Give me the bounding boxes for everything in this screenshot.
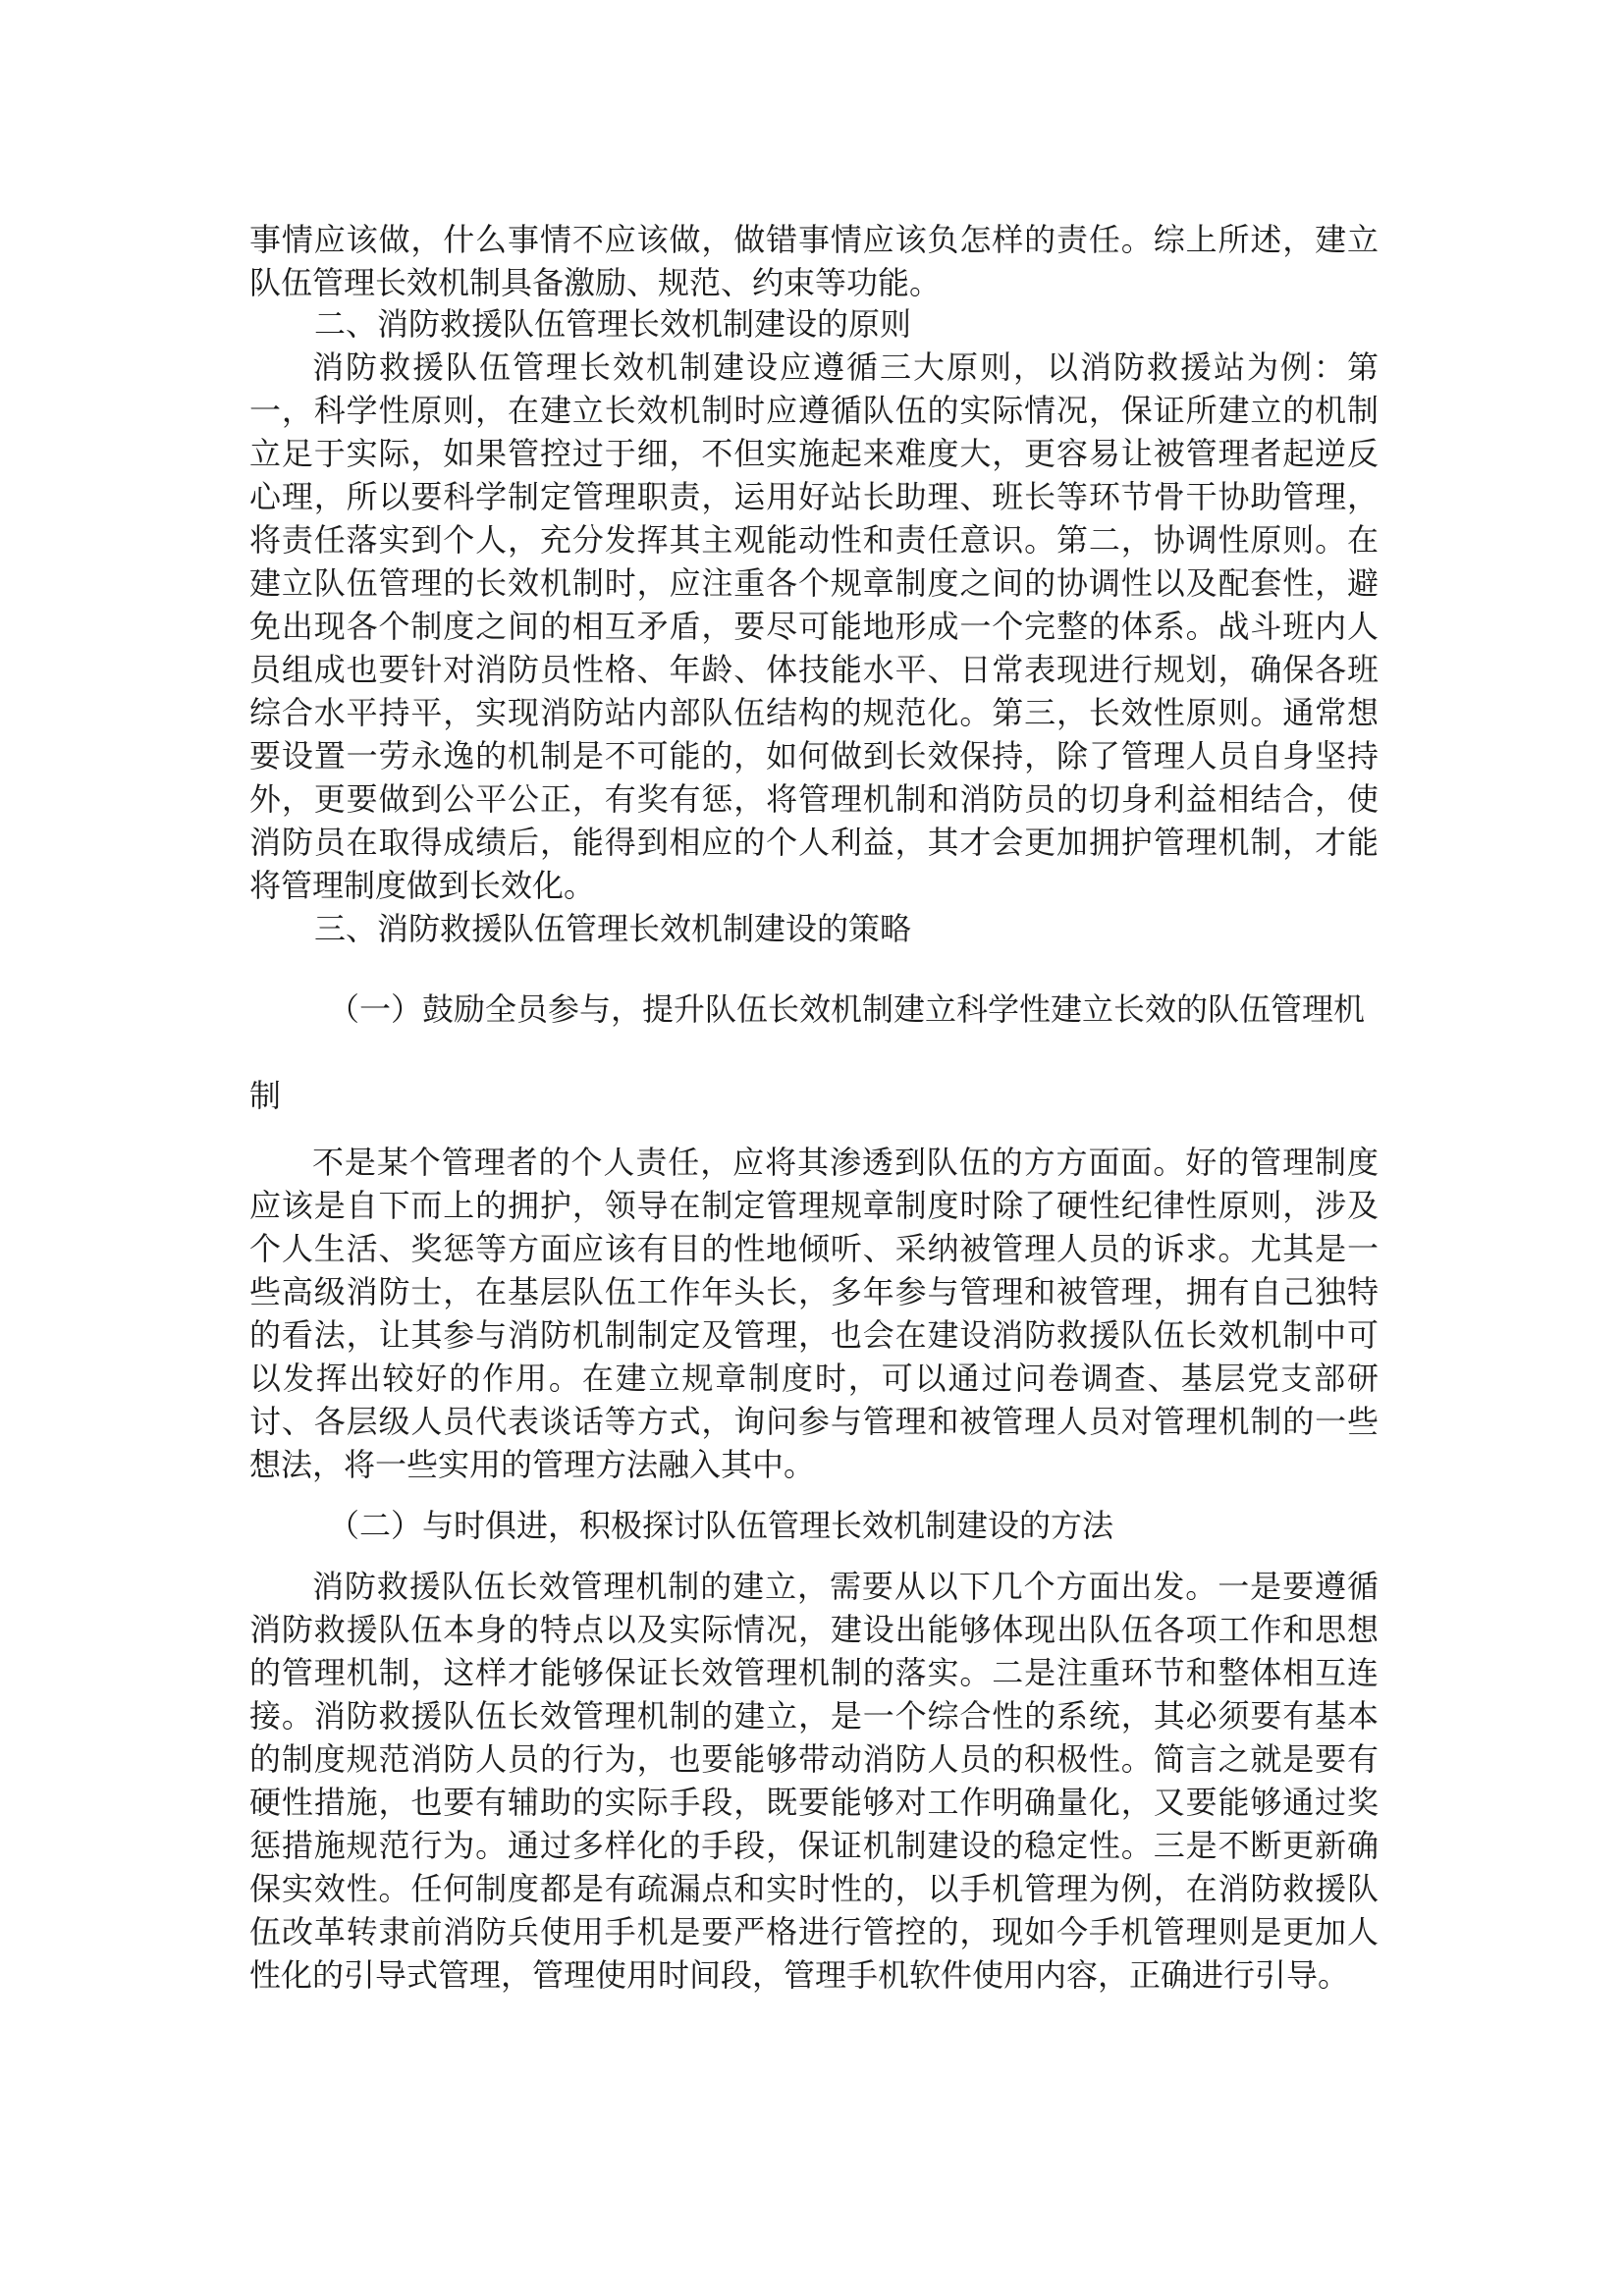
paragraph-methods: 消防救援队伍长效管理机制的建立，需要从以下几个方面出发。一是要遵循消防救援队伍本身的特点以及实际情况，建设出能够体现出队伍各项工作和思想的管理机制，这样才能够保证长效管理机制的落实。二是注重环节和整体相互连接。消防救援队伍长效管理机制的建立，是一个综合性的系统，其必须要有基本的制度规范消防人员的行为，也要能够带动消防人员的积极性。简言之就是要有硬性措施，也要有辅助的实际手段，既要能够对工作明确量化，又要能够通过奖惩措施规范行为。通过多样化的手段，保证机制建设的稳定性。三是不断更新确保实效性。任何制度都是有疏漏点和实时性的，以手机管理为例，在消防救援队伍改革转隶前消防兵使用手机是要严格进行管控的，现如今手机管理则是更加人性化的引导式管理，管理使用时间段，管理手机软件使用内容，正确进行引导。 bbox=[249, 1568, 1379, 1994]
subsection-heading-methods: （二）与时俱进，积极探讨队伍管理长效机制建设的方法 bbox=[328, 1507, 1114, 1544]
section-heading-strategies: 三、消防救援队伍管理长效机制建设的策略 bbox=[314, 910, 912, 947]
paragraph-participation: 不是某个管理者的个人责任，应将其渗透到队伍的方方面面。好的管理制度应该是自下而上的拥护，领导在制定管理规章制度时除了硬性纪律性原则，涉及个人生活、奖惩等方面应该有目的性地倾听、采纳被管理人员的诉求。尤其是一些高级消防士，在基层队伍工作年头长，多年参与管理和被管理，拥有自己独特的看法，让其参与消防机制制定及管理，也会在建设消防救援队伍长效机制中可以发挥出较好的作用。在建立规章制度时，可以通过问卷调查、基层党支部研讨、各层级人员代表谈话等方式，询问参与管理和被管理人员对管理机制的一些想法，将一些实用的管理方法融入其中。 bbox=[249, 1144, 1379, 1483]
subsection-heading-participation: （一）鼓励全员参与，提升队伍长效机制建立科学性建立长效的队伍管理机制 bbox=[249, 990, 1366, 1114]
paragraph-principles: 消防救援队伍管理长效机制建设应遵循三大原则，以消防救援站为例：第一，科学性原则，在建立长效机制时应遵循队伍的实际情况，保证所建立的机制立足于实际，如果管控过于细，不但实施起来难度大，更容易让被管理者起逆反心理，所以要科学制定管理职责，运用好站长助理、班长等环节骨干协助管理，将责任落实到个人，充分发挥其主观能动性和责任意识。第二，协调性原则。在建立队伍管理的长效机制时，应注重各个规章制度之间的协调性以及配套性，避免出现各个制度之间的相互矛盾，要尽可能地形成一个完整的体系。战斗班内人员组成也要针对消防员性格、年龄、体技能水平、日常表现进行规划，确保各班综合水平持平，实现消防站内部队伍结构的规范化。第三，长效性原则。通常想要设置一劳永逸的机制是不可能的，如何做到长效保持，除了管理人员自身坚持外，更要做到公平公正，有奖有惩，将管理机制和消防员的切身利益相结合，使消防员在取得成绩后，能得到相应的个人利益，其才会更加拥护管理机制，才能将管理制度做到长效化。 bbox=[249, 348, 1379, 904]
section-heading-principles: 二、消防救援队伍管理长效机制建设的原则 bbox=[314, 305, 912, 343]
paragraph-continuation: 事情应该做，什么事情不应该做，做错事情应该负怎样的责任。综上所述，建立队伍管理长效机制具备激励、规范、约束等功能。 bbox=[249, 221, 1379, 301]
